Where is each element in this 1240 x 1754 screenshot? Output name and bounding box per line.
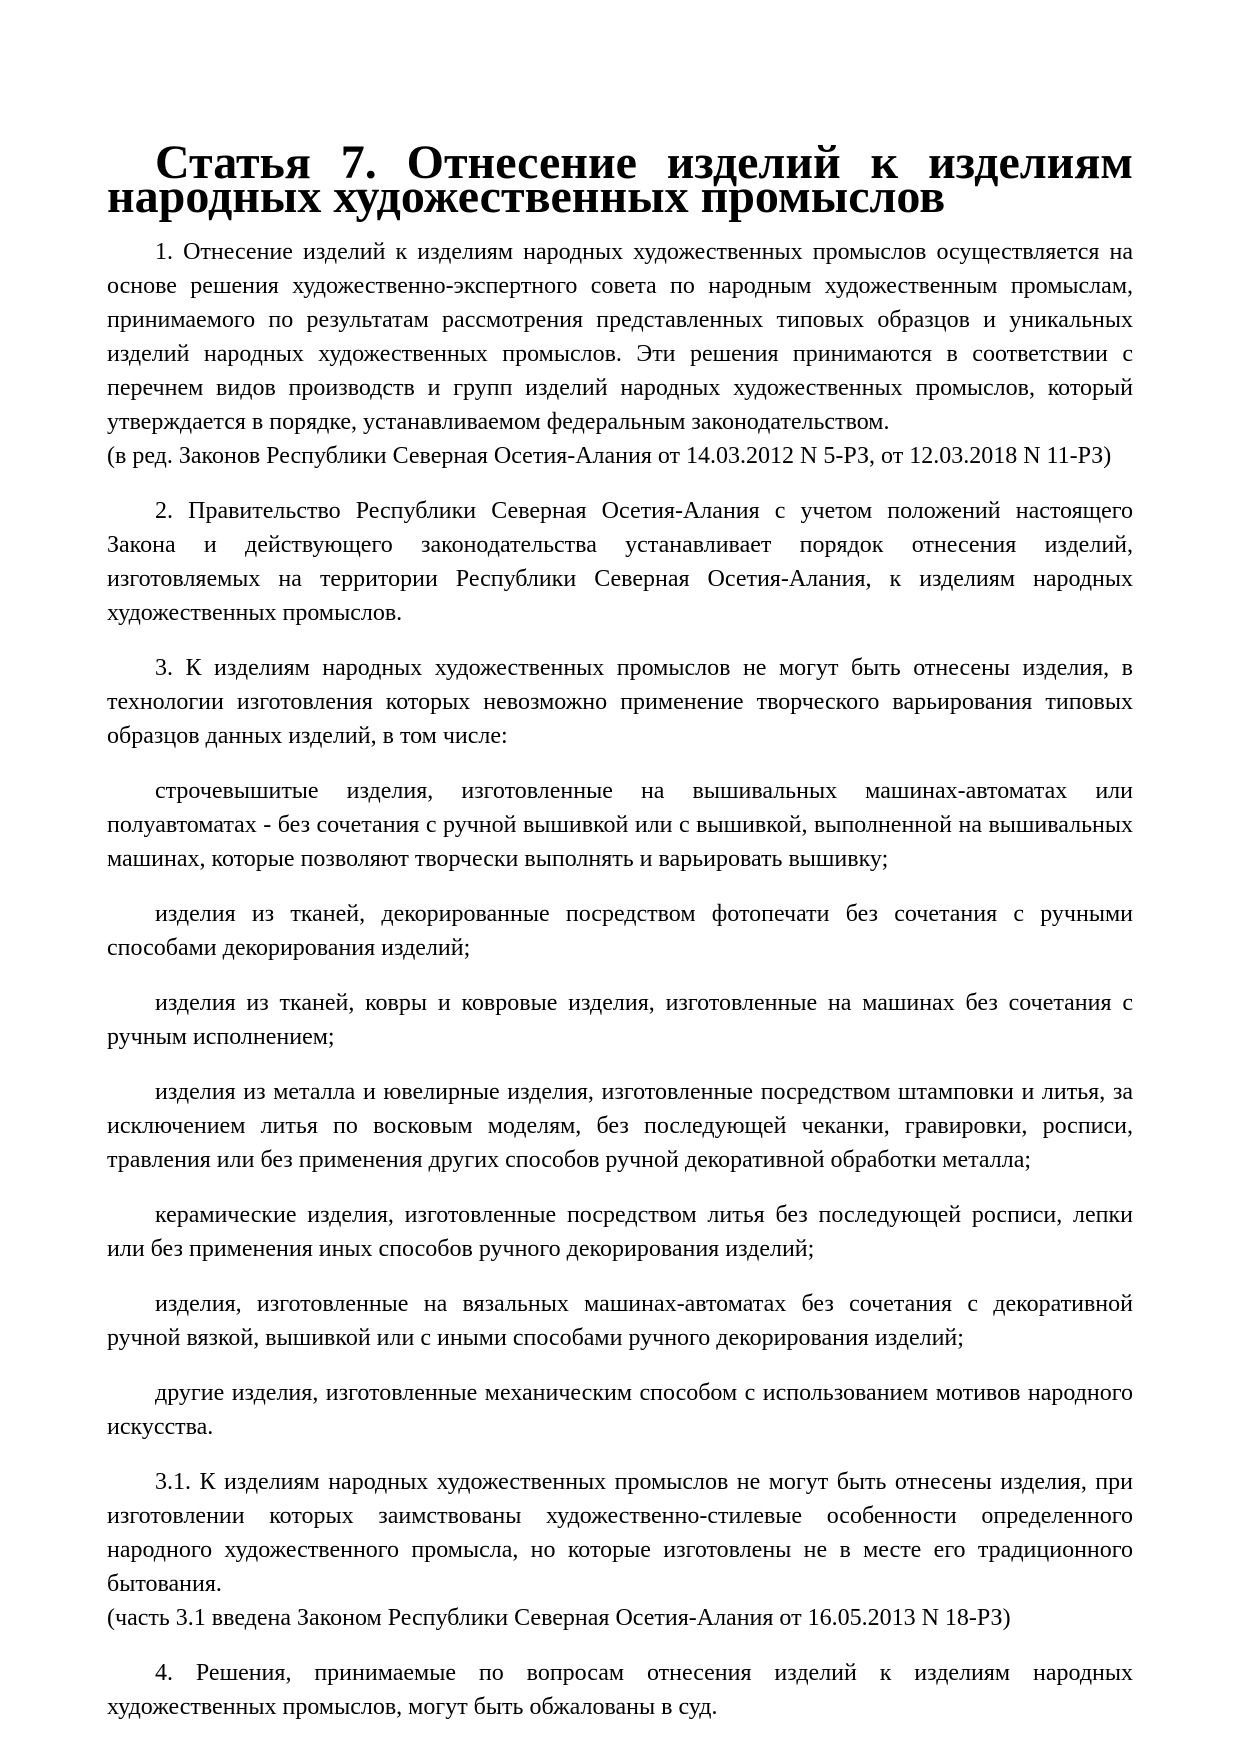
paragraph-3-item-2: изделия из тканей, декорированные посредством фотопечати без сочетания с ручными способами декорирования изделий;: [107, 901, 1133, 961]
paragraph-3-item-6: изделия, изготовленные на вязальных машинах-автоматах без сочетания с декоративной ручной вязкой, вышивкой или с иными способами ручного декорирования изделий;: [107, 1291, 1133, 1351]
paragraph-3-item-4: изделия из металла и ювелирные изделия, изготовленные посредством штамповки и литья, за исключением литья по восковым моделям, без последующей чеканки, гравировки, росписи, травления или без применения других способов ручной декоративной обработки металла;: [107, 1079, 1133, 1173]
paragraph-3-item-1: строчевышитые изделия, изготовленные на вышивальных машинах-автоматах или полуавтоматах - без сочетания с ручной вышивкой или с вышивкой, выполненной на вышивальных машинах, которые позволяют творчески выполнять и варьировать вышивку;: [107, 778, 1133, 872]
paragraph-3-item-7: другие изделия, изготовленные механическим способом с использованием мотивов народного искусства.: [107, 1380, 1133, 1440]
paragraph-1: 1. Отнесение изделий к изделиям народных художественных промыслов осуществляется на основе решения художественно-экспертного совета по народным художественным промыслам, принимаемого по результатам рассмотрения представленных типовых образцов и уникальных изделий народных художественных промыслов. Эти решения принимаются в соответствии с перечнем видов производств и групп изделий народных художественных промыслов, который утверждается в порядке, устанавливаемом федеральным законодательством.: [107, 239, 1133, 435]
paragraph-3-1: 3.1. К изделиям народных художественных промыслов не могут быть отнесены изделия, при изготовлении которых заимствованы художественно-стилевые особенности определенного народного художественного промысла, но которые изготовлены не в месте его традиционного бытования.: [107, 1469, 1133, 1597]
article-title: Статья 7. Отнесение изделий к изделиям народных художественных промыслов: [107, 136, 1133, 223]
paragraph-2: 2. Правительство Республики Северная Осетия-Алания с учетом положений настоящего Закона и действующего законодательства устанавливает порядок отнесения изделий, изготовляемых на территории Республики Северная Осетия-Алания, к изделиям народных художественных промыслов.: [107, 498, 1133, 626]
amendment-note-1: (в ред. Законов Республики Северная Осетия-Алания от 14.03.2012 N 5-РЗ, от 12.03.2018 N 11-РЗ): [107, 443, 1112, 469]
paragraph-4: 4. Решения, принимаемые по вопросам отнесения изделий к изделиям народных художественных промыслов, могут быть обжалованы в суд.: [107, 1660, 1133, 1720]
paragraph-3-item-5: керамические изделия, изготовленные посредством литья без последующей росписи, лепки или без применения иных способов ручного декорирования изделий;: [107, 1202, 1133, 1262]
paragraph-3-item-3: изделия из тканей, ковры и ковровые изделия, изготовленные на машинах без сочетания с ручным исполнением;: [107, 990, 1133, 1050]
paragraph-3: 3. К изделиям народных художественных промыслов не могут быть отнесены изделия, в технологии изготовления которых невозможно применение творческого варьирования типовых образцов данных изделий, в том числе:: [107, 655, 1133, 749]
amendment-note-2: (часть 3.1 введена Законом Республики Северная Осетия-Алания от 16.05.2013 N 18-РЗ): [107, 1605, 1011, 1631]
